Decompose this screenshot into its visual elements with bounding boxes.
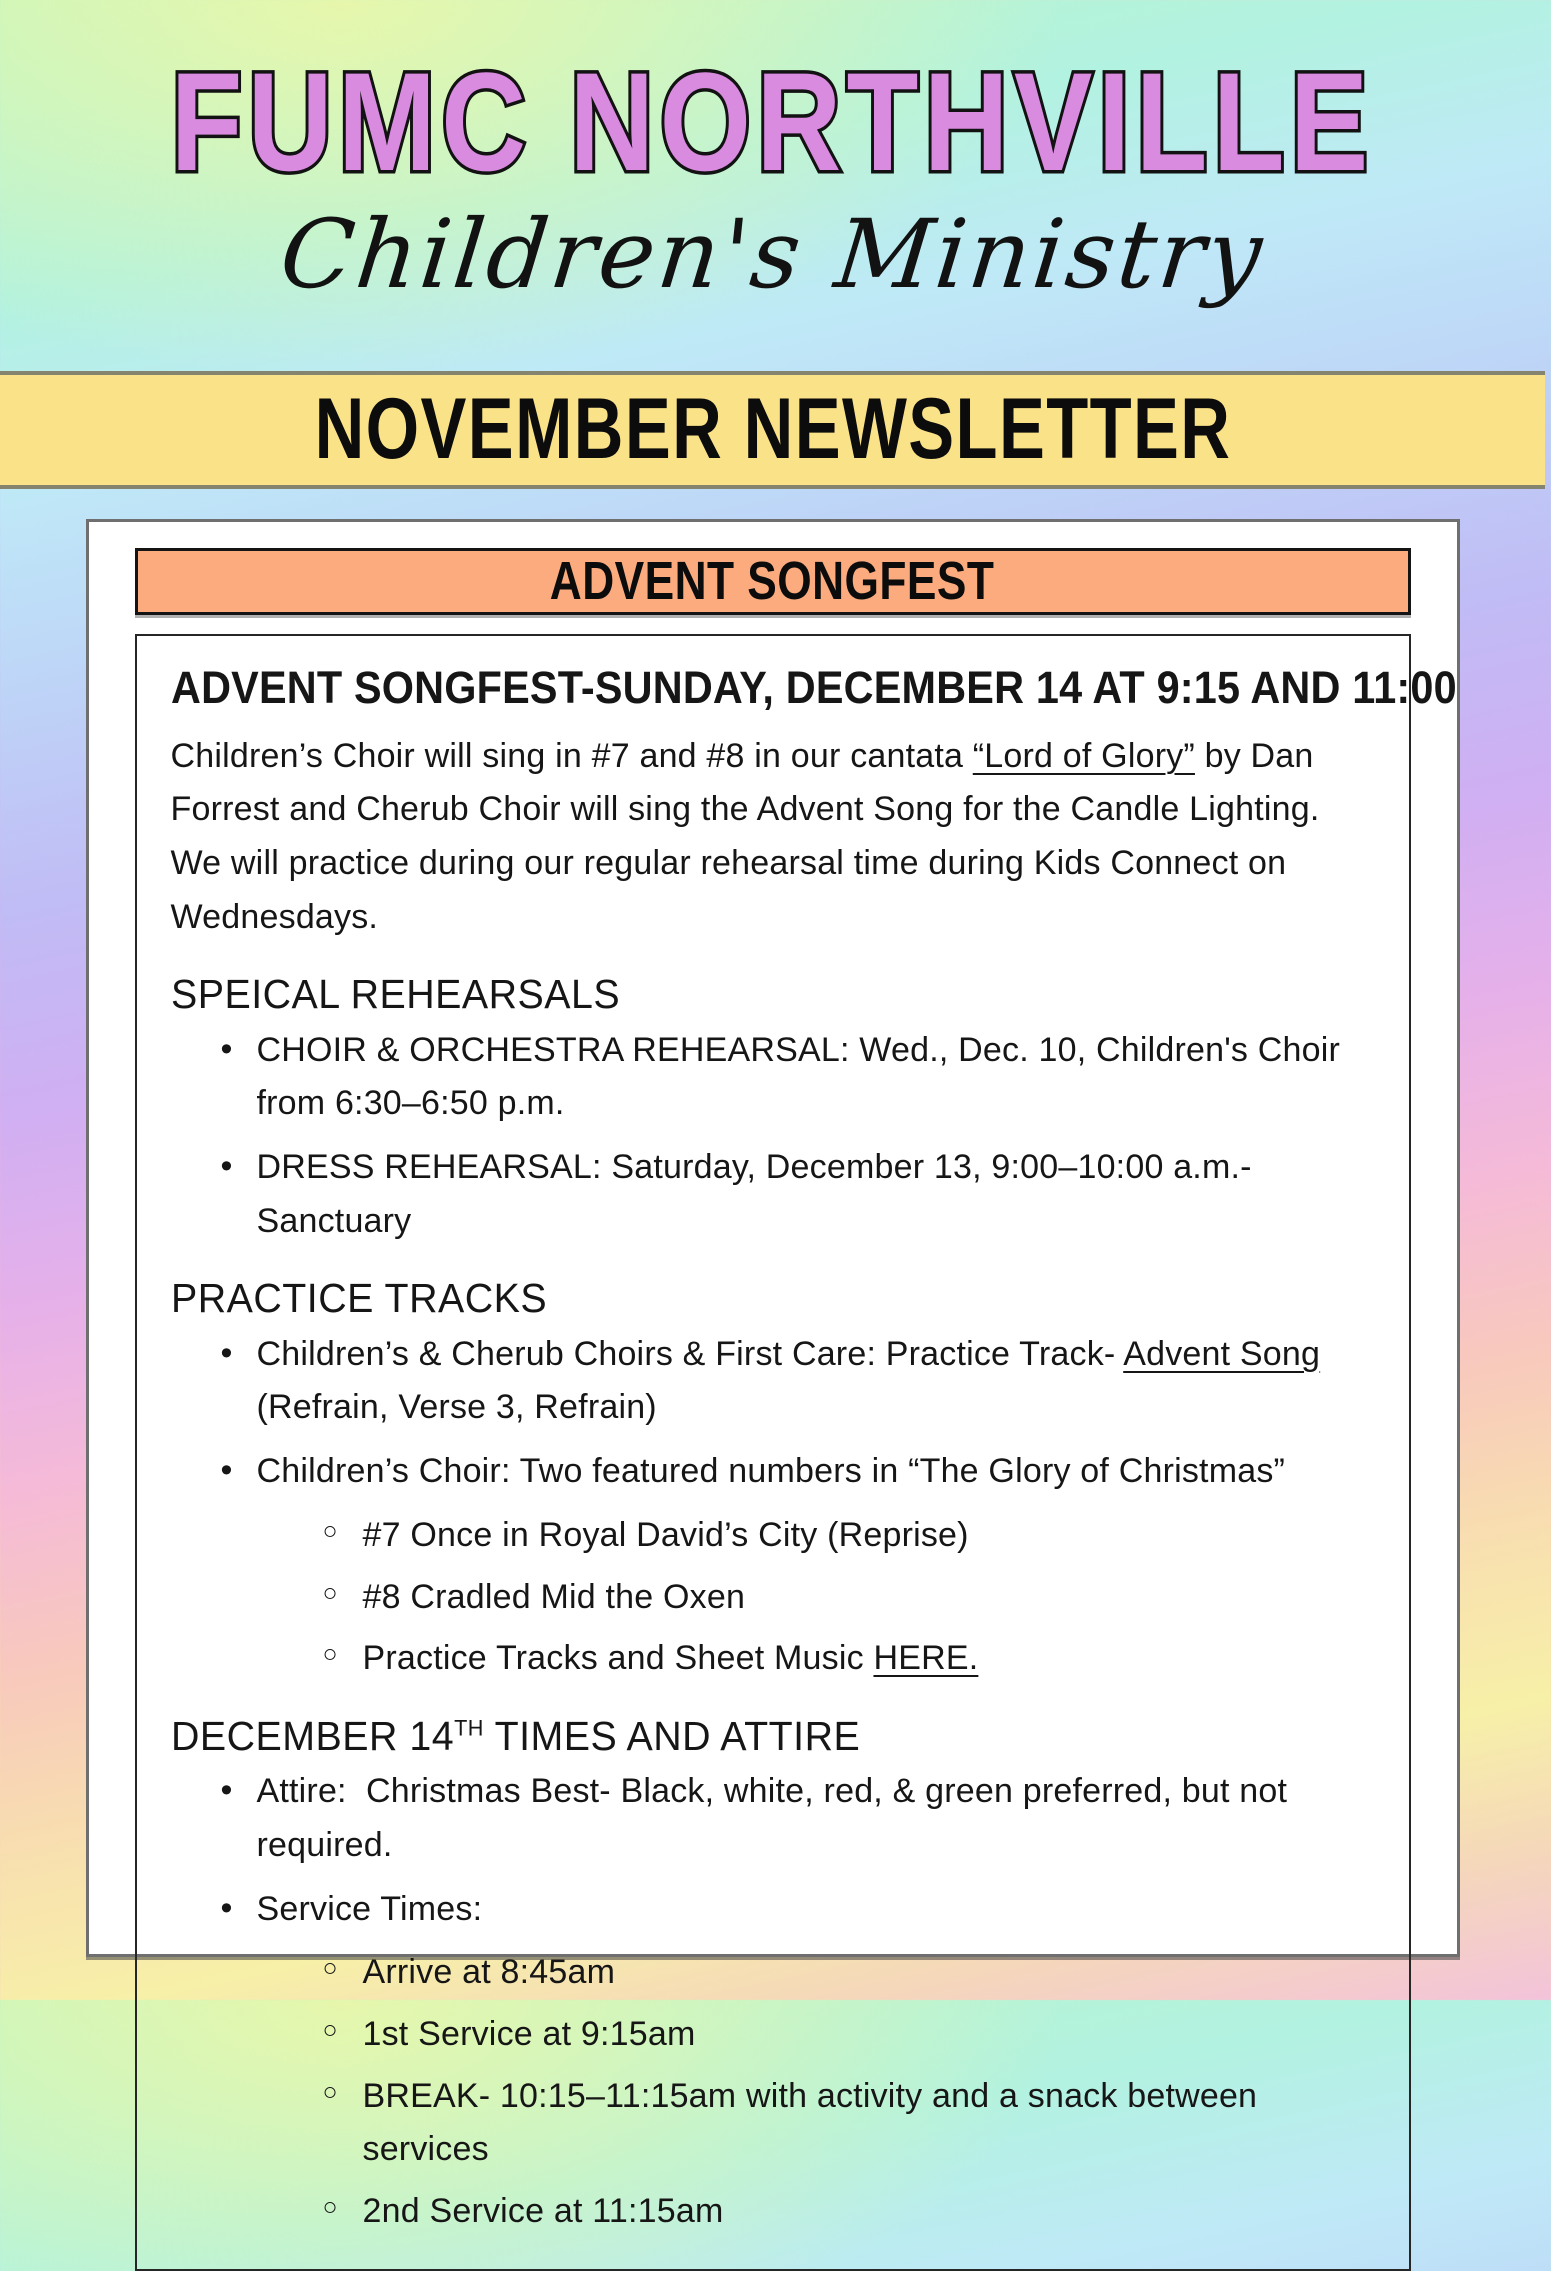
special-rehearsals-heading: SPEICAL REHEARSALS xyxy=(170,971,620,1018)
december-14-heading-end: TIMES AND ATTIRE xyxy=(483,1712,860,1759)
practice-track-text-after: (Refrain, Verse 3, Refrain) xyxy=(256,1388,657,1427)
december-14-heading-ordinal: TH xyxy=(453,1715,484,1741)
list-item xyxy=(321,1571,1375,1625)
december-14-heading xyxy=(171,1712,1327,1761)
times-attire-list xyxy=(171,1765,1375,2239)
here-link[interactable]: HERE. xyxy=(873,1639,979,1678)
list-item xyxy=(321,2070,1375,2177)
list-item xyxy=(321,1509,1375,1563)
intro-text-after: by Dan Forrest and Cherub Choir will sing the Advent Song for the Candle Lighting. We will practice during our regular rehearsal time during Kids Connect on Wednesdays. xyxy=(170,736,1320,936)
intro-text-before: Children’s Choir will sing in #7 and #8 in our cantata xyxy=(170,736,973,775)
choir-orchestra-rehearsal-text: CHOIR & ORCHESTRA REHEARSAL: Wed., Dec. 10, Children's Choir from 6:30–6:50 p.m. xyxy=(256,1030,1341,1123)
intro-paragraph xyxy=(171,730,1375,945)
masthead xyxy=(0,0,1545,315)
song-7-text: #7 Once in Royal David’s City (Reprise) xyxy=(362,1515,969,1554)
second-service-text: 2nd Service at 11:15am xyxy=(362,2192,724,2231)
attire-text: Attire: Christmas Best- Black, white, red, & green preferred, but not required. xyxy=(256,1772,1297,1864)
content-card xyxy=(86,519,1460,2231)
song-8-text: #8 Cradled Mid the Oxen xyxy=(362,1577,746,1616)
masthead-subtitle: Children's Ministry xyxy=(275,200,1270,310)
service-times-sublist xyxy=(257,1946,1375,2239)
featured-numbers-sublist xyxy=(257,1509,1375,1686)
sheet-music-text-before: Practice Tracks and Sheet Music xyxy=(362,1639,874,1678)
list-item xyxy=(321,1946,1375,2000)
first-service-text: 1st Service at 9:15am xyxy=(362,2015,696,2053)
banner-title: NOVEMBER NEWSLETTER xyxy=(314,381,1231,478)
list-item xyxy=(221,1328,1375,1435)
december-14-heading-start: DECEMBER 14 xyxy=(170,1712,454,1759)
list-item xyxy=(221,1445,1375,1686)
page-title: FUMC NORTHVILLE xyxy=(170,43,1375,200)
featured-numbers-text: Children’s Choir: Two featured numbers in “The Glory of Christmas” xyxy=(256,1452,1286,1491)
special-rehearsals-list xyxy=(171,1024,1375,1249)
newsletter-banner xyxy=(0,371,1545,489)
list-item xyxy=(221,1024,1375,1131)
content-box xyxy=(135,634,1457,2271)
list-item xyxy=(321,1632,1375,1686)
arrive-time-text: Arrive at 8:45am xyxy=(362,1953,616,1992)
section-title: ADVENT SONGFEST xyxy=(550,551,995,612)
article-heading: ADVENT SONGFEST-SUNDAY, DECEMBER 14 AT 9:15 AND 11:00 xyxy=(170,661,1457,713)
list-item xyxy=(221,1883,1375,2239)
list-item xyxy=(221,1141,1375,1248)
lord-of-glory-link[interactable]: “Lord of Glory” xyxy=(972,736,1195,775)
practice-tracks-list xyxy=(171,1328,1375,1686)
practice-tracks-heading: PRACTICE TRACKS xyxy=(170,1275,547,1322)
dress-rehearsal-text: DRESS REHEARSAL: Saturday, December 13, 9:00–10:00 a.m.- Sanctuary xyxy=(256,1148,1252,1240)
practice-track-text-before: Children’s & Cherub Choirs & First Care: Practice Track- xyxy=(256,1334,1124,1373)
section-header-bar xyxy=(135,548,1411,615)
list-item xyxy=(221,1765,1375,1872)
list-item xyxy=(321,2008,1375,2062)
advent-song-link[interactable]: Advent Song xyxy=(1123,1334,1321,1373)
list-item xyxy=(321,2185,1375,2239)
service-times-label: Service Times: xyxy=(256,1889,483,1928)
break-text: BREAK- 10:15–11:15am with activity and a snack between services xyxy=(362,2076,1258,2169)
